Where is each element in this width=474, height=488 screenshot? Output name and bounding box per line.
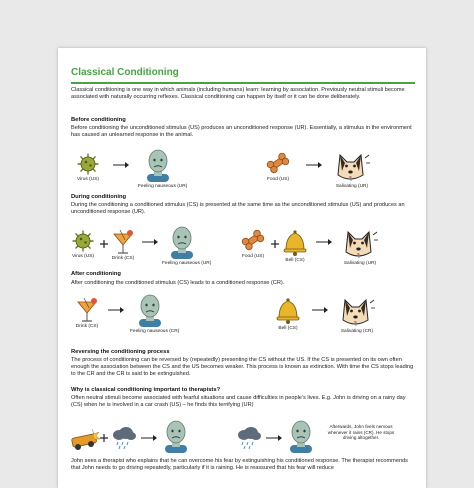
virus-caption: Virus (US) [76, 177, 100, 182]
virus-icon [77, 153, 99, 175]
face-icon [143, 149, 173, 182]
after-text: After conditioning the conditioned stimulus (CS) leads to a conditioned response (CR). [71, 280, 285, 286]
before-diagram [58, 147, 426, 193]
arrow-icon [312, 306, 329, 314]
nausea-item [130, 294, 180, 334]
title-divider [71, 82, 415, 84]
bone-icon [241, 230, 265, 252]
nausea-caption: Feeling nauseous (CR) [130, 329, 180, 334]
intro-text: Classical conditioning is one way in which animals (including humans) learn: learning by association. Previously neutral stimuli become associated with naturally occurring reflexes. Classical conditioning can happen by itself or it can be done deliberately. [71, 87, 405, 100]
food-caption: Food (US) [266, 177, 290, 182]
afterwards-note: Afterwards, John feels nervous whenever it rains (CR). He stops driving altogether. [327, 424, 395, 441]
reversing-text: The process of conditioning can be reversed by (repeatedly) presenting the CS without the US. If the CS is presented on its own often enough the association between the CS and the US becomes weaker. This process is known as extinction. With time the CS stops leading to the CR and the CR is said to be extinguished. [71, 357, 414, 377]
salivating-item [330, 149, 374, 189]
drink-caption: Drink (CS) [111, 256, 135, 261]
virus-icon [72, 230, 94, 252]
food-caption: Food (US) [241, 254, 265, 259]
salivating-item [335, 294, 379, 334]
bell-item [273, 296, 303, 331]
bell-icon [275, 296, 301, 324]
before-text: Before conditioning the unconditioned stimulus (US) produces an unconditioned response (UR). Essentially, a stimulus in the environment has caused an unlearned response in the animal. [71, 125, 412, 138]
bone-icon [266, 153, 290, 175]
virus-item [73, 153, 103, 182]
food-item [238, 230, 268, 259]
plus-icon [100, 240, 108, 248]
bell-icon [282, 228, 308, 256]
during-diagram [58, 224, 426, 270]
page-title: Classical Conditioning [71, 67, 179, 78]
rain-cloud-icon [111, 426, 137, 450]
car-crash-icon [70, 426, 100, 451]
nausea-item [138, 149, 188, 189]
drink-item [72, 296, 102, 329]
arrow-icon [141, 434, 158, 442]
nausea-caption: Feeling nauseous (UR) [162, 261, 212, 266]
plus-icon [100, 434, 108, 442]
arrow-icon [108, 306, 125, 314]
drink-caption: Drink (CS) [75, 324, 99, 329]
salivating-caption: Salivating (UR) [343, 261, 377, 266]
nausea-caption: Feeling nauseous (UR) [138, 184, 188, 189]
drink-item [108, 228, 138, 261]
salivating-item [338, 226, 382, 266]
virus-caption: Virus (US) [71, 254, 95, 259]
drink-icon [75, 296, 99, 322]
bell-caption: Bell (CS) [278, 326, 298, 331]
after-diagram [58, 292, 426, 338]
face-icon [135, 294, 165, 327]
face-icon [167, 226, 197, 259]
face-icon [161, 420, 191, 453]
therapist-diagram [58, 414, 426, 460]
face-icon [286, 420, 316, 453]
nausea-item [162, 226, 212, 266]
salivating-caption: Salivating (CR) [340, 329, 374, 334]
salivating-caption: Salivating (UR) [335, 184, 369, 189]
worksheet-page [58, 48, 426, 488]
rain-cloud-icon [236, 426, 262, 450]
drink-icon [111, 228, 135, 254]
during-heading: During conditioning [71, 194, 127, 200]
arrow-icon [306, 161, 323, 169]
closing-text: John sees a therapist who explains that he can overcome his fear by extinguishing his conditioned response. The therapist recommends that John needs to go driving repeatedly, particularly if it is raining. He is reassured that his fear will reduce [71, 458, 408, 471]
reversing-heading: Reversing the conditioning process [71, 349, 170, 355]
dog-icon [334, 149, 370, 182]
before-heading: Before conditioning [71, 117, 126, 123]
arrow-icon [316, 238, 333, 246]
dog-icon [342, 226, 378, 259]
virus-item [68, 230, 98, 259]
arrow-icon [142, 238, 159, 246]
after-heading: After conditioning [71, 271, 121, 277]
during-text: During the conditioning a conditioned stimulus (CS) is presented at the same time as the unconditioned stimulus (US) and produces an unconditioned response (UR). [71, 202, 405, 215]
plus-icon [271, 240, 279, 248]
therapists-heading: Why is classical conditioning important to therapists? [71, 387, 221, 393]
bell-item [280, 228, 310, 263]
arrow-icon [113, 161, 130, 169]
arrow-icon [266, 434, 283, 442]
food-item [263, 153, 293, 182]
dog-icon [339, 294, 375, 327]
bell-caption: Bell (CS) [285, 258, 305, 263]
therapists-text: Often neutral stimuli become associated with fearful situations and cause difficulties in people's lives. E.g. John is driving on a rainy day (CS) when he is involved in a car crash (US) – he finds this terrifying (UR) [71, 395, 406, 408]
